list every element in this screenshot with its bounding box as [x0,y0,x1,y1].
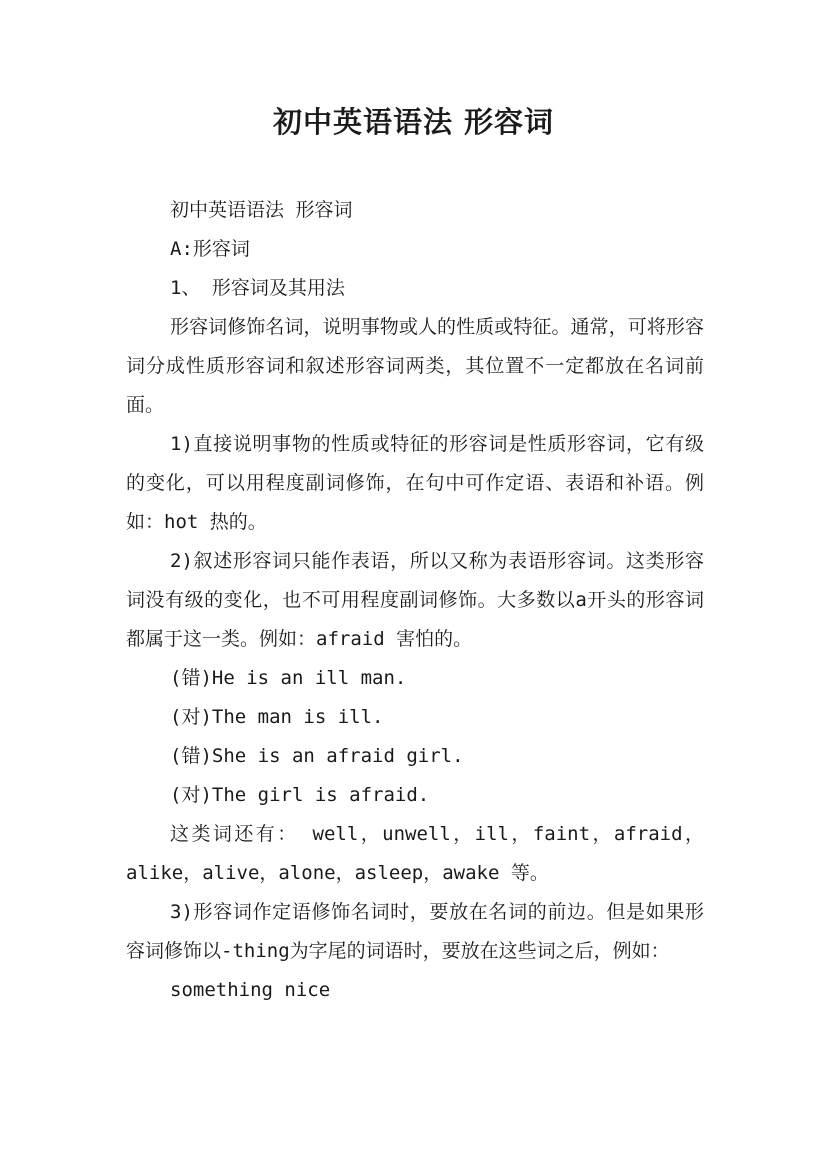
paragraph-subsection-1: 1、 形容词及其用法 [170,277,345,299]
paragraph-heading: 初中英语语法 形容词 [170,199,353,221]
paragraph-point-2: 2)叙述形容词只能作表语，所以又称为表语形容词。这类形容词没有级的变化，也不可用程度副词修饰。大多数以a开头的形容词都属于这一类。例如：afraid 害怕的。 [126,550,704,650]
document-title: 初中英语语法 形容词 [272,105,555,139]
paragraph-section-a: A:形容词 [170,238,250,260]
example-right-1: (对)The man is ill. [170,706,384,728]
example-something-nice: something nice [170,979,331,1001]
example-right-2: (对)The girl is afraid. [170,784,430,806]
example-wrong-1: (错)He is an ill man. [170,667,407,689]
paragraph-point-1: 1)直接说明事物的性质或特征的形容词是性质形容词，它有级的变化，可以用程度副词修饰，在句中可作定语、表语和补语。例如：hot 热的。 [126,433,704,533]
paragraph-intro: 形容词修饰名词，说明事物或人的性质或特征。通常，可将形容词分成性质形容词和叙述形容词两类，其位置不一定都放在名词前面。 [126,316,704,416]
paragraph-point-3: 3)形容词作定语修饰名词时，要放在名词的前边。但是如果形容词修饰以-thing为字尾的词语时，要放在这些词之后，例如： [126,901,704,962]
document-body [126,191,704,1010]
paragraph-word-list: 这类词还有： well，unwell，ill，faint，afraid，alike，alive，alone，asleep，awake 等。 [126,823,704,884]
example-wrong-2: (错)She is an afraid girl. [170,745,464,767]
